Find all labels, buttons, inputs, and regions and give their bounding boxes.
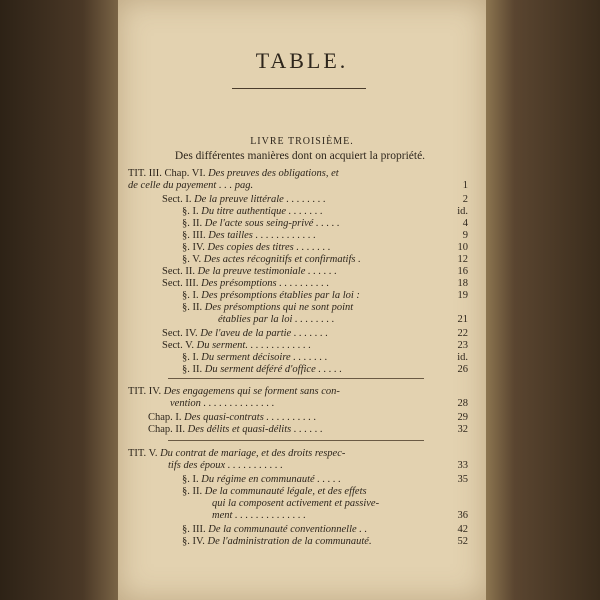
toc-entry (182, 536, 372, 548)
toc-entry (182, 486, 367, 498)
toc-entry-text: Des présomptions établies par la loi : (201, 290, 360, 301)
toc-entry (162, 328, 328, 340)
toc-entry-text: Du régime en communauté . . . . . (201, 474, 341, 485)
toc-page-number: 2 (462, 194, 468, 205)
toc-page-number: 42 (457, 524, 468, 535)
toc-entry-label: Sect. IV. (162, 328, 201, 339)
section-divider (168, 378, 424, 379)
toc-entry (182, 254, 361, 266)
toc-entry (162, 278, 329, 290)
toc-entry-label: §. III. (182, 230, 209, 241)
livre-subtitle: Des différentes manières dont on acquiert la propriété. (174, 150, 426, 162)
toc-entry-text: vention . . . . . . . . . . . . . . (170, 398, 275, 409)
toc-entry-label: §. I. (182, 206, 202, 217)
toc-entry-label: Sect. II. (162, 266, 198, 277)
toc-entry (182, 242, 330, 254)
toc-entry (162, 266, 337, 278)
toc-entry (182, 302, 353, 314)
toc-entry-text: Du serment. . . . . . . . . . . . . (196, 340, 311, 351)
toc-page-number: 28 (457, 398, 468, 409)
toc-entry-label: §. I. (182, 290, 202, 301)
toc-entry (128, 448, 345, 460)
book-page (118, 0, 486, 600)
toc-entry (148, 412, 316, 424)
toc-entry-text: De la preuve littérale . . . . . . . . (194, 194, 326, 205)
toc-entry (170, 398, 274, 410)
toc-page-number: 4 (462, 218, 468, 229)
toc-page-number: 18 (457, 278, 468, 289)
toc-entry (212, 498, 379, 510)
toc-entry-text: Des copies des titres . . . . . . . (207, 242, 331, 253)
toc-page-number: 32 (457, 424, 468, 435)
toc-entry-text: qui la composent activement et passive- (212, 498, 380, 509)
toc-entry-text: Des preuves des obligations, et (208, 168, 339, 179)
toc-entry-label: §. V. (182, 254, 204, 265)
toc-entry (182, 230, 316, 242)
toc-page-number: id. (457, 352, 468, 363)
section-divider (168, 440, 424, 441)
toc-page-number: 52 (457, 536, 468, 547)
toc-page-number: 23 (457, 340, 468, 351)
toc-entry-label: §. II. (182, 364, 205, 375)
toc-page-number: 21 (457, 314, 468, 325)
toc-entry-text: Du serment décisoire . . . . . . . (201, 352, 328, 363)
toc-entry (182, 474, 341, 486)
toc-entry-text: de celle du payement . . . pag. (128, 180, 254, 191)
title-rule (232, 88, 366, 89)
toc-entry-text: ment . . . . . . . . . . . . . . (212, 510, 306, 521)
toc-entry (218, 314, 334, 326)
toc-page-number: 26 (457, 364, 468, 375)
book-edge-right (486, 0, 600, 600)
toc-entry-text: Du contrat de mariage, et des droits respec- (160, 448, 346, 459)
toc-entry (128, 386, 340, 398)
toc-entry-text: Des engagemens qui se forment sans con- (163, 386, 340, 397)
toc-entry (182, 206, 323, 218)
toc-entry (148, 424, 323, 436)
toc-entry (212, 510, 306, 522)
toc-page-number: id. (457, 206, 468, 217)
toc-entry (162, 340, 311, 352)
toc-entry-label: §. II. (182, 218, 205, 229)
toc-entry-text: Des délits et quasi-délits . . . . . . (187, 424, 323, 435)
toc-entry-label: TIT. IV. (128, 386, 164, 397)
page-title: TABLE. (255, 48, 349, 73)
toc-entry-text: Des actes récognitifs et confirmatifs . (203, 254, 361, 265)
toc-entry-text: De la preuve testimoniale . . . . . . (197, 266, 337, 277)
toc-entry (182, 352, 327, 364)
toc-page-number: 10 (457, 242, 468, 253)
toc-entry-label: §. I. (182, 352, 202, 363)
livre-heading: LIVRE TROISIÈME. (250, 136, 354, 147)
toc-entry-text: Des présomptions . . . . . . . . . . (201, 278, 330, 289)
toc-entry-text: De la communauté légale, et des effets (204, 486, 367, 497)
toc-entry-label: §. IV. (182, 536, 208, 547)
toc-entry (182, 290, 360, 302)
toc-entry-label: TIT. III. Chap. VI. (128, 168, 209, 179)
toc-entry-text: De la communauté conventionnelle . . (208, 524, 368, 535)
toc-entry-label: Sect. V. (162, 340, 197, 351)
toc-page-number: 29 (457, 412, 468, 423)
toc-entry (182, 218, 340, 230)
toc-entry-label: Chap. II. (148, 424, 188, 435)
toc-entry-label: §. II. (182, 486, 205, 497)
toc-entry (182, 524, 367, 536)
toc-entry-text: Du serment déféré d'office . . . . . (204, 364, 343, 375)
toc-entry-text: De l'administration de la communauté. (207, 536, 372, 547)
toc-entry-label: Chap. I. (148, 412, 185, 423)
toc-entry-text: Du titre authentique . . . . . . . (201, 206, 323, 217)
toc-page-number: 19 (457, 290, 468, 301)
toc-entry-label: Sect. III. (162, 278, 202, 289)
toc-page-number: 22 (457, 328, 468, 339)
toc-entry (182, 364, 342, 376)
toc-page-number: 1 (462, 180, 468, 191)
toc-entry-text: De l'aveu de la partie . . . . . . . (200, 328, 328, 339)
toc-entry-label: Sect. I. (162, 194, 195, 205)
toc-entry-text: tifs des époux . . . . . . . . . . . (168, 460, 283, 471)
toc-entry-label: §. I. (182, 474, 202, 485)
toc-page-number: 9 (462, 230, 468, 241)
toc-entry-text: Des quasi-contrats . . . . . . . . . . (184, 412, 317, 423)
toc-entry-label: TIT. V. (128, 448, 161, 459)
toc-entry-label: §. II. (182, 302, 205, 313)
toc-page-number: 36 (457, 510, 468, 521)
book-gutter-left (0, 0, 118, 600)
toc-page-number: 33 (457, 460, 468, 471)
toc-entry (168, 460, 283, 472)
toc-entry-text: Des présomptions qui ne sont point (204, 302, 354, 313)
toc-page-number: 35 (457, 474, 468, 485)
toc-entry-label: §. IV. (182, 242, 208, 253)
toc-entry (128, 180, 253, 192)
toc-page-number: 16 (457, 266, 468, 277)
toc-entry (128, 168, 339, 180)
toc-entry-text: établies par la loi . . . . . . . . (218, 314, 335, 325)
toc-page-number: 12 (457, 254, 468, 265)
toc-entry (162, 194, 326, 206)
toc-entry-label: §. III. (182, 524, 209, 535)
toc-entry-text: Des tailles . . . . . . . . . . . . (208, 230, 316, 241)
toc-entry-text: De l'acte sous seing-privé . . . . . (204, 218, 340, 229)
